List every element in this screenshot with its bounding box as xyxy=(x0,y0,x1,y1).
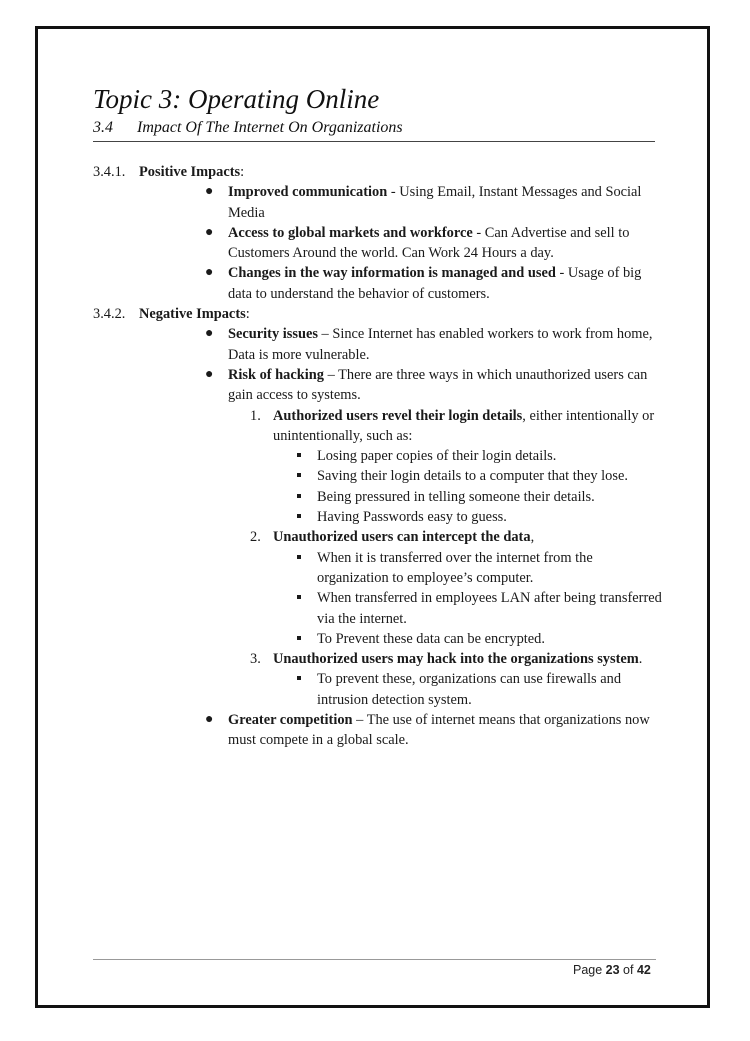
footer-prefix: Page xyxy=(573,963,606,977)
sub-bullet-text: Being pressured in telling someone their details. xyxy=(317,488,595,505)
bullet-item xyxy=(93,263,663,304)
bullet-item xyxy=(93,710,663,751)
bullet-icon: ● xyxy=(205,326,214,342)
sub-bullet-item xyxy=(93,548,663,589)
bullet-text: – Since Internet has enabled workers to work from home, Data is more vulnerable. xyxy=(228,326,653,363)
heading-suffix: : xyxy=(240,164,245,180)
numbered-item xyxy=(93,406,663,447)
sub-bullet-item xyxy=(93,588,663,629)
sub-bullet-text: Losing paper copies of their login details. xyxy=(317,448,557,465)
bullet-bold: Changes in the way information is managed and used xyxy=(228,265,556,282)
section-number: 3.4.1. xyxy=(93,164,126,180)
bullet-text: – There are three ways in which unauthorized users can gain access to systems. xyxy=(228,366,648,404)
numbered-item xyxy=(93,649,663,669)
sub-bullet-text: Saving their login details to a computer that they lose. xyxy=(317,468,628,485)
total-pages: 42 xyxy=(636,963,651,977)
bullet-item xyxy=(93,365,663,406)
item-bold: Unauthorized users may hack into the organizations system xyxy=(273,651,639,668)
sub-bullet-item xyxy=(93,446,663,466)
document-body xyxy=(93,162,663,751)
bullet-bold: Greater competition xyxy=(228,712,353,729)
bullet-text: - Using Email, Instant Messages and Social Media xyxy=(228,184,642,221)
subtitle-text: Impact Of The Internet On Organizations xyxy=(137,119,403,136)
item-number: 2. xyxy=(250,529,261,546)
square-bullet-icon xyxy=(297,473,301,477)
section-number: 3.4.2. xyxy=(93,306,126,323)
bullet-icon: ● xyxy=(205,224,214,240)
item-text: , either intentionally or unintentionally, such as: xyxy=(273,407,655,444)
numbered-item xyxy=(93,527,663,547)
item-bold: Authorized users revel their login details xyxy=(273,407,523,424)
square-bullet-icon xyxy=(297,514,301,518)
square-bullet-icon xyxy=(297,636,301,640)
bullet-text: – The use of internet means that organizations now must compete in a global scale. xyxy=(228,712,650,749)
square-bullet-icon xyxy=(297,555,301,559)
bullet-bold: Risk of hacking xyxy=(228,366,324,383)
square-bullet-icon xyxy=(297,494,301,498)
sub-bullet-item xyxy=(93,669,663,710)
square-bullet-icon xyxy=(297,676,301,680)
item-text: , xyxy=(530,529,535,546)
item-number: 1. xyxy=(250,407,261,424)
item-text: . xyxy=(638,651,643,668)
sub-bullet-text: When it is transferred over the internet from the organization to employee’s computer. xyxy=(317,549,593,586)
bullet-item xyxy=(93,324,663,365)
sub-bullet-item xyxy=(93,629,663,649)
bullet-text: - Usage of big data to understand the behavior of customers. xyxy=(228,265,642,302)
footer-divider xyxy=(93,959,656,960)
sub-bullet-item xyxy=(93,507,663,527)
bullet-bold: Security issues xyxy=(228,326,318,343)
section-heading: Positive Impacts xyxy=(139,164,241,180)
sub-bullet-item xyxy=(93,466,663,486)
section-heading-positive xyxy=(93,162,663,182)
page-footer xyxy=(573,963,651,977)
bullet-bold: Improved communication xyxy=(228,184,388,201)
bullet-icon: ● xyxy=(205,366,214,382)
bullet-icon: ● xyxy=(205,712,214,728)
sub-bullet-text: To Prevent these data can be encrypted. xyxy=(317,630,545,647)
section-heading-negative xyxy=(93,304,663,324)
bullet-bold: Access to global markets and workforce xyxy=(228,224,473,241)
page-title: Topic 3: Operating Online xyxy=(93,84,380,114)
section-subtitle xyxy=(93,119,655,142)
current-page-number: 23 xyxy=(605,963,620,977)
sub-bullet-text: Having Passwords easy to guess. xyxy=(317,509,507,526)
sub-bullet-text: To prevent these, organizations can use firewalls and intrusion detection system. xyxy=(317,671,622,708)
footer-middle: of xyxy=(619,963,637,977)
square-bullet-icon xyxy=(297,453,301,457)
bullet-icon: ● xyxy=(205,265,214,281)
item-number: 3. xyxy=(250,651,261,668)
bullet-item xyxy=(93,182,663,223)
bullet-item xyxy=(93,223,663,264)
sub-bullet-item xyxy=(93,487,663,507)
bullet-icon: ● xyxy=(205,184,214,200)
section-heading: Negative Impacts xyxy=(139,306,246,323)
sub-bullet-text: When transferred in employees LAN after being transferred via the internet. xyxy=(317,590,662,627)
item-bold: Unauthorized users can intercept the data xyxy=(273,529,531,546)
square-bullet-icon xyxy=(297,595,301,599)
subtitle-number: 3.4 xyxy=(93,119,113,136)
bullet-text: - Can Advertise and sell to Customers Around the world. Can Work 24 Hours a day. xyxy=(228,224,630,262)
heading-suffix: : xyxy=(245,306,250,323)
